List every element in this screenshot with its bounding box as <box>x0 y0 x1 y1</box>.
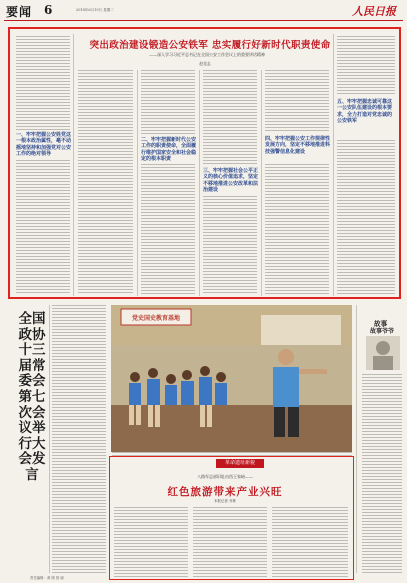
column-divider <box>356 305 357 573</box>
photo-sign: 党史国史教育基地 <box>131 315 181 322</box>
body-text-column <box>52 305 106 573</box>
body-text-column <box>141 70 195 134</box>
body-text-column <box>16 36 70 130</box>
column-divider <box>73 34 74 296</box>
body-text-column <box>203 196 257 294</box>
bottom-kicker: 八路军总部旧址由西王家峪—— <box>197 474 253 479</box>
bottom-author: 本报记者 乔栋 <box>213 499 237 503</box>
page-number: 6 <box>44 3 53 17</box>
column-divider <box>137 70 138 296</box>
portrait-icon <box>366 336 400 370</box>
header-divider <box>4 20 403 21</box>
featured-headline[interactable]: 突出政治建设锻造公安铁军 忠实履行好新时代职责使命 <box>89 40 331 51</box>
body-text-column <box>16 160 70 294</box>
body-text-column <box>193 507 267 577</box>
featured-author: 赵克志 <box>199 61 211 66</box>
photo-illustration <box>111 305 352 452</box>
news-photo[interactable] <box>111 305 352 452</box>
column-divider <box>261 70 262 296</box>
section-subtitle-4: 四、牢牢把握公安工作规律性发展方向，坚定不移地推进科技强警信息化建设 <box>265 136 331 155</box>
section-subtitle-2: 二、牢牢把握新时代公安工作的职责使命，全面履行维护国家安全和社会稳定的根本职责 <box>141 137 197 163</box>
body-text-column <box>337 36 395 96</box>
column-divider <box>333 34 334 296</box>
body-text-column <box>265 164 329 294</box>
bottom-headline[interactable]: 红色旅游带来产业兴旺 <box>167 486 283 498</box>
featured-subhead: ——深入学习习近平总书记在全国公安工作会议上的重要讲话精神 <box>149 52 265 57</box>
section-subtitle-3: 三、牢牢把握社会公平正义的核心价值追求，坚定不移地推进公安改革和法治建设 <box>203 168 259 194</box>
date-line: 2018年6月19日 星期二 <box>76 8 114 12</box>
body-text-column <box>272 507 348 577</box>
body-text-column <box>114 507 188 577</box>
body-text-column <box>203 70 257 166</box>
story-portrait <box>366 336 400 370</box>
body-text-column <box>141 164 195 294</box>
story-label: 故事 <box>374 320 388 328</box>
editor-credit: 责任编辑：黄 刚 郭 晓 <box>30 576 64 580</box>
section-subtitle-1: 一、牢牢把握公安姓党这一根本政治属性，毫不动摇地坚持和加强党对公安工作的绝对领导 <box>16 132 72 158</box>
body-text-column <box>337 140 395 294</box>
column-divider <box>49 305 50 573</box>
vertical-headline[interactable]: 全国政协十三届常委会第七次会议举行大会发言 <box>18 311 46 483</box>
column-badge: 革命遗址新貌 <box>216 459 264 468</box>
body-text-column <box>265 70 329 132</box>
story-title[interactable]: 故事爷爷 <box>370 328 395 335</box>
section-subtitle-5: 五、牢牢把握忠诚可靠这一公安队伍建设的根本要求，全力打造对党忠诚的公安铁军 <box>337 99 393 125</box>
newspaper-logo: 人民日报 <box>352 5 396 18</box>
column-divider <box>199 70 200 296</box>
body-text-column <box>362 374 402 574</box>
body-text-column <box>78 70 133 294</box>
page-header <box>0 0 407 22</box>
section-title: 要闻 <box>6 5 33 19</box>
